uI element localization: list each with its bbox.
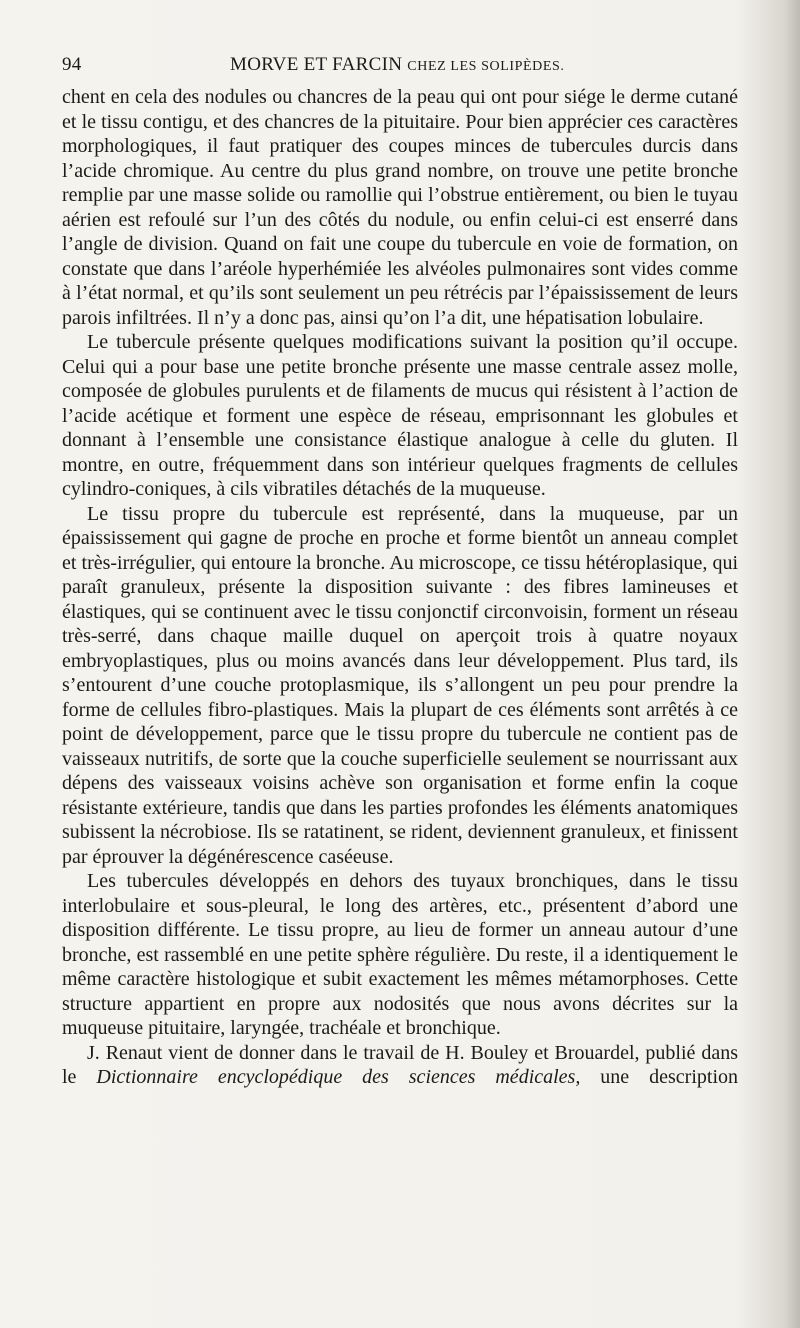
renaut-text-start: J. Renaut vient de donner dans le travail de H. Bouley et Brouardel, publié dans le: [62, 1041, 738, 1088]
dictionary-title: Dictionnaire encyclopédique des sciences médicales,: [96, 1066, 581, 1088]
paragraph-renaut: [62, 1041, 738, 1090]
body-text: [62, 85, 738, 1090]
running-title-rest: CHEZ LES SOLIPÈDES.: [407, 59, 565, 74]
renaut-text-end: une description: [580, 1066, 739, 1088]
paragraph-tissue-proper: Le tissu propre du tubercule est représenté, dans la muqueuse, par un épaississement qui gagne de proche en proche et forme bientôt un anneau complet et très-irrégulier, qui entoure la bronche. Au microscope, ce tissu hétéroplasique, qui paraît granuleux, présente la disposition suivante : des fibres lamineuses et élastiques, qui se continuent avec le tissu conjonctif circonvoisin, forment un réseau très-serré, dans chaque maille duquel on aperçoit trois à quatre noyaux embryoplastiques, plus ou moins avancés dans leur développement. Plus tard, ils s’entourent d’une couche protoplasmique, ils s’allongent un peu pour prendre la forme de cellules fibro-plastiques. Mais la plupart de ces éléments sont arrêtés à ce point de développement, parce que le tissu propre du tubercule ne contient pas de vaisseaux nutritifs, de sorte que la couche superficielle seulement se nourrissant aux dépens des vaisseaux voisins achève son organisation et forme enfin la coque résistante extérieure, tandis que dans les parties profondes les éléments anatomiques subissent la nécrobiose. Ils se ratatinent, se rident, deviennent granuleux, et finissent par éprouver la dégénérescence caséeuse.: [62, 502, 738, 868]
paragraph-continued: chent en cela des nodules ou chancres de la peau qui ont pour siége le derme cutané et le tissu contigu, et des chancres de la pituitaire. Pour bien apprécier ces caractères morphologiques, il faut pratiquer des coupes minces de tubercules durcis dans l’acide chromique. Au centre du plus grand nombre, on trouve une petite bronche remplie par une masse solide ou ramollie qui l’obstrue entièrement, ou bien le tuyau aérien est refoulé sur l’un des côtés du nodule, ou enfin celui-ci est enserré dans l’angle de division. Quand on fait une coupe du tubercule en voie de formation, on constate que dans l’aréole hyperhémiée les alvéoles pulmonaires sont vides comme à l’état normal, et qu’ils sont seulement un peu rétrécis par l’épaississement de leurs parois infiltrées. Il n’y a donc pas, ainsi qu’on l’a dit, une hépatisation lobulaire.: [62, 86, 738, 329]
running-title: [230, 54, 565, 76]
paragraph-tubercle-position: Le tubercule présente quelques modifications suivant la position qu’il occupe. Celui qui a pour base une petite bronche présente une masse centrale assez molle, composée de globules purulents et de filaments de mucus qui résistent à l’action de l’acide acétique et forment une espèce de réseau, emprisonnant les globules et donnant à l’ensemble une consistance élastique analogue à celle du gluten. Il montre, en outre, fréquemment dans son intérieur quelques fragments de cellules cylindro-coniques, à cils vibratiles détachés de la muqueuse.: [62, 331, 738, 500]
page-number: 94: [62, 54, 82, 75]
paragraph-interlobular-tubercles: Les tubercules développés en dehors des tuyaux bronchiques, dans le tissu interlobulaire et sous-pleural, le long des artères, etc., présentent d’abord une disposition différente. Le tissu propre, au lieu de former un anneau autour d’une bronche, est rassemblé en une petite sphère régulière. Du reste, il a identiquement le même caractère histologique et subit exactement les mêmes métamorphoses. Cette structure appartient en propre aux nodosités que nous avons décrites sur la muqueuse pituitaire, laryngée, trachéale et bronchique.: [62, 870, 738, 1039]
running-title-main: MORVE ET FARCIN: [230, 54, 403, 75]
running-header: [62, 50, 738, 80]
